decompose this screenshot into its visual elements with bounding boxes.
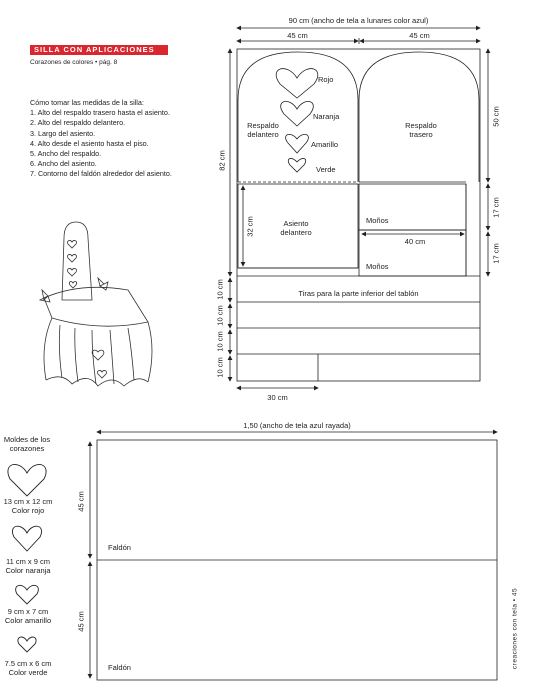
instruction-item: 4. Alto desde el asiento hasta el piso. (30, 138, 149, 148)
monos-label-2: Moños (366, 262, 389, 271)
chair-illustration (40, 222, 152, 386)
bottom-width-label: 30 cm (267, 393, 288, 402)
mold-size: 7.5 cm x 6 cm (4, 659, 52, 668)
mold-size: 11 cm x 9 cm (5, 557, 51, 566)
heart-label-naranja: Naranja (313, 112, 340, 121)
mold-color: Color verde (8, 668, 48, 677)
instruction-item: 1. Alto del respaldo trasero hasta el asiento. (30, 108, 170, 118)
height-82-label: 82 cm (217, 150, 227, 171)
section-title: SILLA CON APLICACIONES (30, 45, 168, 55)
strip-height-label: 10 cm (215, 305, 225, 326)
heart-mold-red-icon (8, 464, 46, 496)
strip-height-label: 10 cm (215, 357, 225, 378)
right-50-label: 50 cm (491, 106, 501, 127)
faldon-width-label: 1,50 (ancho de tela azul rayada) (243, 421, 351, 430)
seat-height-label: 32 cm (245, 216, 255, 237)
faldon-label-1: Faldón (108, 543, 131, 552)
faldon-label-2: Faldón (108, 663, 131, 672)
bottom-pattern (90, 432, 497, 680)
page-footer: creaciones con tela • 45 (511, 587, 519, 670)
fabric-width-label: 90 cm (ancho de tela a lunares color azul) (288, 16, 429, 25)
molds-heading: Moldes de los corazones (3, 435, 51, 453)
mold-color: Color naranja (5, 566, 51, 575)
mold-color: Color rojo (11, 506, 45, 515)
mold-color: Color amarillo (4, 616, 52, 625)
instruction-item: 7. Contorno del faldón alrededor del asiento. (30, 169, 172, 179)
half-width-right: 45 cm (409, 31, 430, 40)
respaldo-trasero-label: Respaldo trasero (405, 121, 437, 139)
mold-size: 9 cm x 7 cm (7, 607, 49, 616)
heart-mold-green-icon (18, 637, 36, 652)
heart-label-verde: Verde (316, 165, 336, 174)
right-17b-label: 17 cm (491, 243, 501, 264)
heart-mold-orange-icon (12, 526, 41, 551)
half-width-left: 45 cm (287, 31, 308, 40)
instruction-item: 2. Alto del respaldo delantero. (30, 118, 126, 128)
asiento-delantero-label: Asiento delantero (280, 219, 312, 237)
instructions-heading: Cómo tomar las medidas de la silla: (30, 98, 144, 107)
strip-height-label: 10 cm (215, 331, 225, 352)
respaldo-delantero-label: Respaldo delantero (247, 121, 279, 139)
mold-size: 13 cm x 12 cm (3, 497, 53, 506)
tiras-label: Tiras para la parte inferior del tablón (298, 289, 419, 298)
instruction-item: 5. Ancho del respaldo. (30, 149, 102, 159)
section-subtitle: Corazones de colores • pág. 8 (30, 59, 118, 66)
heart-mold-yellow-icon (16, 585, 39, 604)
instruction-item: 6. Ancho del asiento. (30, 159, 97, 169)
monos-label-1: Moños (366, 216, 389, 225)
monos-width-label: 40 cm (404, 237, 426, 246)
heart-label-amarillo: Amarillo (311, 140, 339, 149)
instruction-item: 3. Largo del asiento. (30, 128, 96, 138)
strip-height-label: 10 cm (215, 279, 225, 300)
top-pattern (230, 28, 488, 388)
faldon-height-1: 45 cm (76, 491, 86, 512)
heart-label-rojo: Rojo (318, 75, 334, 84)
faldon-height-2: 45 cm (76, 611, 86, 632)
right-17a-label: 17 cm (491, 197, 501, 218)
